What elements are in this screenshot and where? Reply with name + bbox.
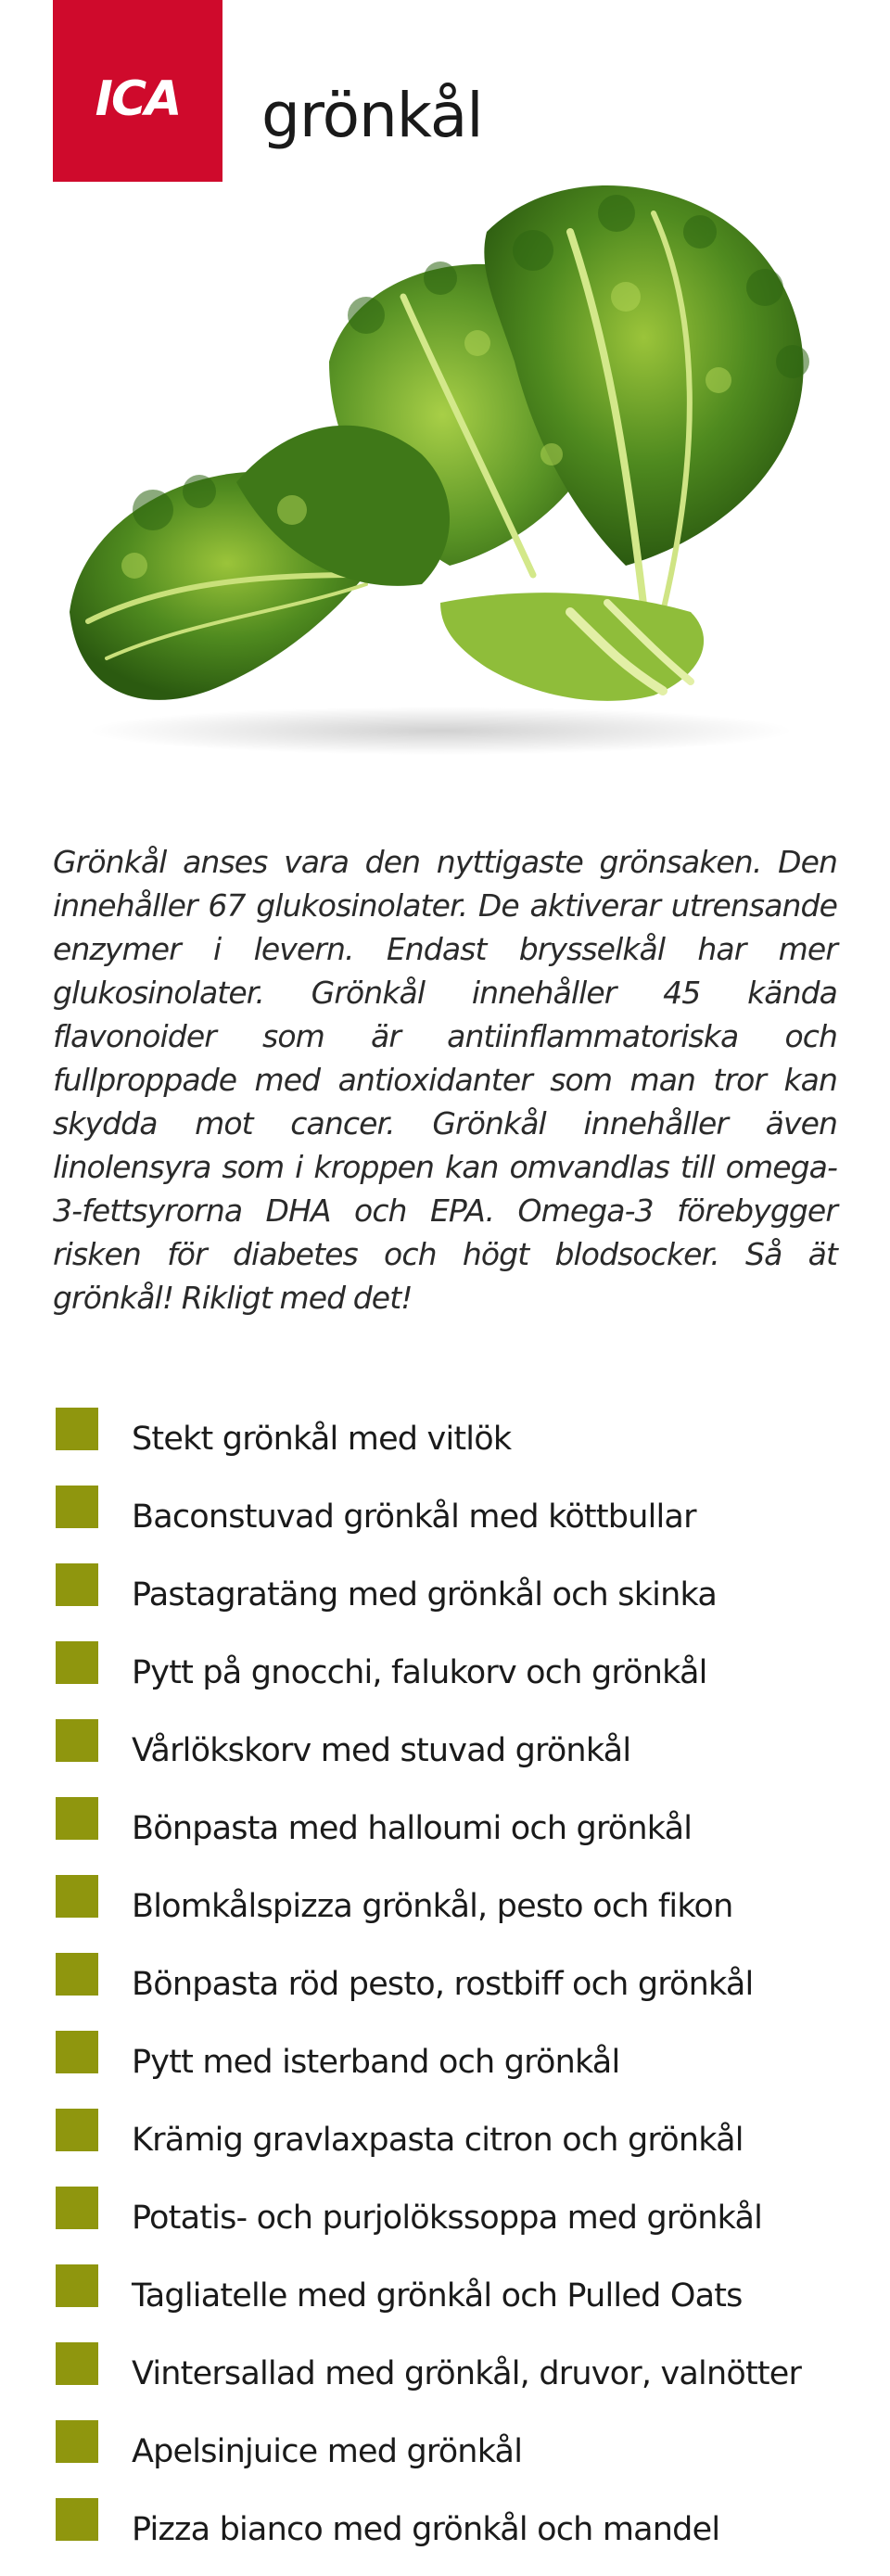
square-bullet-icon xyxy=(56,2109,98,2151)
list-item xyxy=(56,1875,853,1953)
list-item xyxy=(56,2264,853,2342)
list-item xyxy=(56,1719,853,1797)
intro-text: Grönkål anses vara den nyttigaste grönsaken. Den innehåller 67 glukosinolater. De aktiverar utrensande enzymer i levern. Endast brysselkål har mer glukosinolater. Grönkål innehåller 45 kända flavonoider som är antiinflammatoriska och fullproppade med antioxidanter som man tror kan skydda mot cancer. Grönkål innehåller även linolensyra som i kroppen kan omvandlas till omega-3-fettsyrorna DHA och EPA. Omega-3 förebygger risken för diabetes och högt blodsocker. Så ät grönkål! Rikligt med det! xyxy=(53,844,837,1316)
recipe-label: Apelsinjuice med grönkål xyxy=(132,2433,523,2470)
recipe-label: Bönpasta med halloumi och grönkål xyxy=(132,1810,693,1847)
recipe-label: Baconstuvad grönkål med köttbullar xyxy=(132,1498,696,1536)
recipe-label: Bönpasta röd pesto, rostbiff och grönkål xyxy=(132,1966,754,2003)
recipe-label: Pytt på gnocchi, falukorv och grönkål xyxy=(132,1654,707,1691)
square-bullet-icon xyxy=(56,2031,98,2073)
list-item xyxy=(56,2342,853,2420)
list-item xyxy=(56,2031,853,2109)
recipe-label: Krämig gravlaxpasta citron och grönkål xyxy=(132,2122,744,2159)
kale-icon xyxy=(51,176,848,770)
recipe-label: Pastagratäng med grönkål och skinka xyxy=(132,1576,717,1613)
square-bullet-icon xyxy=(56,2420,98,2463)
square-bullet-icon xyxy=(56,1953,98,1996)
page-title: grönkål xyxy=(261,80,483,151)
list-item xyxy=(56,1563,853,1641)
square-bullet-icon xyxy=(56,1486,98,1528)
list-item xyxy=(56,1486,853,1563)
recipe-label: Tagliatelle med grönkål och Pulled Oats xyxy=(132,2277,743,2315)
list-item xyxy=(56,2420,853,2498)
square-bullet-icon xyxy=(56,2187,98,2229)
recipe-label: Potatis- och purjolökssoppa med grönkål xyxy=(132,2200,763,2237)
square-bullet-icon xyxy=(56,1875,98,1918)
list-item xyxy=(56,1797,853,1875)
square-bullet-icon xyxy=(56,2342,98,2385)
ica-logo xyxy=(53,0,222,182)
square-bullet-icon xyxy=(56,2498,98,2541)
list-item xyxy=(56,1953,853,2031)
square-bullet-icon xyxy=(56,1408,98,1450)
square-bullet-icon xyxy=(56,2264,98,2307)
list-item xyxy=(56,1408,853,1486)
recipe-label: Stekt grönkål med vitlök xyxy=(132,1421,512,1458)
list-item xyxy=(56,2187,853,2264)
logo-text: ICA xyxy=(95,71,181,127)
recipe-label: Blomkålspizza grönkål, pesto och fikon xyxy=(132,1888,733,1925)
list-item xyxy=(56,2109,853,2187)
recipe-label: Vintersallad med grönkål, druvor, valnötter xyxy=(132,2355,802,2392)
square-bullet-icon xyxy=(56,1797,98,1840)
recipe-label: Vårlökskorv med stuvad grönkål xyxy=(132,1732,631,1769)
list-item xyxy=(56,1641,853,1719)
square-bullet-icon xyxy=(56,1641,98,1684)
kale-illustration xyxy=(51,176,848,770)
recipe-label: Pizza bianco med grönkål och mandel xyxy=(132,2511,720,2548)
square-bullet-icon xyxy=(56,1719,98,1762)
square-bullet-icon xyxy=(56,1563,98,1606)
recipe-list xyxy=(56,1408,853,2576)
recipe-label: Pytt med isterband och grönkål xyxy=(132,2044,620,2081)
list-item xyxy=(56,2498,853,2576)
